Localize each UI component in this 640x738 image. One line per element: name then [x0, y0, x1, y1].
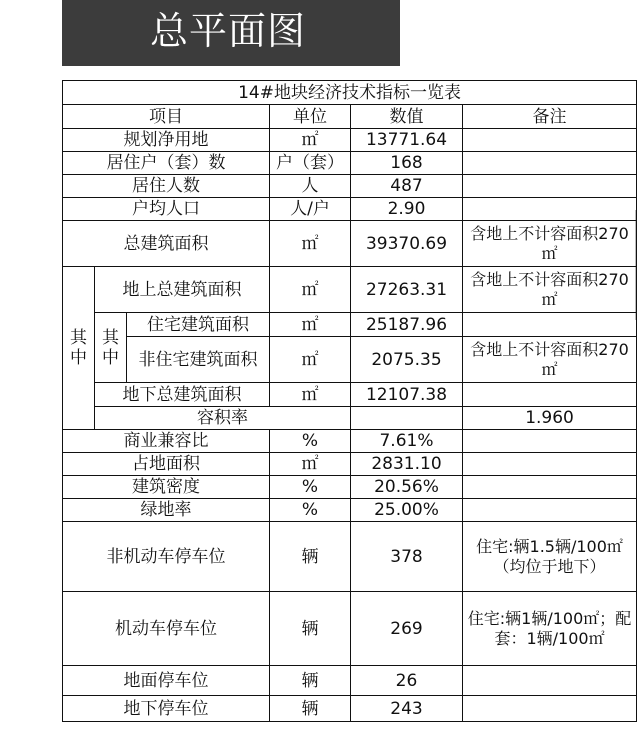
row-item: 商业兼容比	[63, 430, 270, 453]
row-unit: ㎡	[270, 267, 351, 313]
table-row	[63, 175, 637, 198]
row-value: 39370.69	[351, 221, 463, 267]
row-note: 住宅:辆1辆/100㎡；配套：1辆/100㎡	[463, 592, 637, 666]
header-row	[63, 105, 637, 129]
row-item: 容积率	[95, 407, 351, 430]
header-item: 项目	[63, 105, 270, 129]
row-value: 243	[351, 696, 463, 722]
table-row	[63, 499, 637, 522]
table-caption: 14#地块经济技术指标一览表	[63, 81, 637, 105]
row-value: 13771.64	[351, 129, 463, 152]
row-value: 378	[351, 522, 463, 592]
row-unit: ㎡	[270, 453, 351, 476]
table-row	[63, 383, 637, 407]
row-note: 含地上不计容面积270㎡	[463, 337, 637, 383]
row-item: 户均人口	[63, 198, 270, 221]
row-unit: %	[270, 476, 351, 499]
row-item: 地面停车位	[63, 666, 270, 696]
row-unit: ㎡	[270, 313, 351, 337]
row-unit: 户（套）	[270, 152, 351, 175]
row-value: 27263.31	[351, 267, 463, 313]
row-item: 总建筑面积	[63, 221, 270, 267]
indicators-table	[62, 80, 637, 722]
row-item: 绿地率	[63, 499, 270, 522]
row-item: 占地面积	[63, 453, 270, 476]
row-value: 487	[351, 175, 463, 198]
row-item: 地下停车位	[63, 696, 270, 722]
caption-row	[63, 81, 637, 105]
row-item: 地上总建筑面积	[95, 267, 270, 313]
row-item: 居住人数	[63, 175, 270, 198]
table-row	[63, 522, 637, 592]
table-row	[63, 666, 637, 696]
row-unit: %	[270, 499, 351, 522]
row-item: 规划净用地	[63, 129, 270, 152]
table-row	[63, 129, 637, 152]
row-item: 建筑密度	[63, 476, 270, 499]
row-note	[463, 430, 637, 453]
group-label-outer	[63, 267, 95, 430]
row-item: 非住宅建筑面积	[127, 337, 270, 383]
row-note	[463, 476, 637, 499]
table-row	[63, 337, 637, 383]
table-row	[63, 592, 637, 666]
row-note	[463, 383, 637, 407]
row-unit	[351, 407, 463, 430]
row-item: 非机动车停车位	[63, 522, 270, 592]
row-note	[463, 696, 637, 722]
row-unit: 辆	[270, 522, 351, 592]
row-value: 269	[351, 592, 463, 666]
table-row	[63, 221, 637, 267]
row-unit: ㎡	[270, 383, 351, 407]
table-row	[63, 267, 637, 313]
row-value: 2831.10	[351, 453, 463, 476]
row-item: 机动车停车位	[63, 592, 270, 666]
row-note: 含地上不计容面积270㎡	[463, 267, 637, 313]
table-row	[63, 407, 637, 430]
row-note: 含地上不计容面积270㎡	[463, 221, 637, 267]
row-value: 20.56%	[351, 476, 463, 499]
row-value: 2075.35	[351, 337, 463, 383]
group-label-outer-text: 其 中	[70, 328, 87, 368]
row-note	[463, 453, 637, 476]
row-value: 2.90	[351, 198, 463, 221]
row-note	[463, 313, 637, 337]
row-note	[463, 198, 637, 221]
row-item: 居住户（套）数	[63, 152, 270, 175]
row-unit: 辆	[270, 696, 351, 722]
table-row	[63, 453, 637, 476]
row-value: 168	[351, 152, 463, 175]
row-unit: ㎡	[270, 221, 351, 267]
row-value: 1.960	[463, 407, 637, 430]
header-unit: 单位	[270, 105, 351, 129]
header-note: 备注	[463, 105, 637, 129]
row-item: 地下总建筑面积	[95, 383, 270, 407]
row-unit: ㎡	[270, 337, 351, 383]
table-row	[63, 476, 637, 499]
table-row	[63, 696, 637, 722]
header-value: 数值	[351, 105, 463, 129]
table-row	[63, 152, 637, 175]
row-unit: 人	[270, 175, 351, 198]
page-title: 总平面图	[62, 0, 400, 66]
row-value: 7.61%	[351, 430, 463, 453]
row-item: 住宅建筑面积	[127, 313, 270, 337]
row-value: 25.00%	[351, 499, 463, 522]
table-row	[63, 313, 637, 337]
row-unit: %	[270, 430, 351, 453]
row-unit: 人/户	[270, 198, 351, 221]
group-label-inner-text: 其 中	[102, 327, 119, 368]
row-note	[463, 152, 637, 175]
table-row	[63, 430, 637, 453]
row-note	[463, 666, 637, 696]
row-value: 12107.38	[351, 383, 463, 407]
table-row	[63, 198, 637, 221]
row-note: 住宅:辆1.5辆/100㎡（均位于地下）	[463, 522, 637, 592]
row-value: 25187.96	[351, 313, 463, 337]
group-label-inner	[95, 313, 127, 383]
row-note	[463, 175, 637, 198]
row-unit: 辆	[270, 666, 351, 696]
row-note	[463, 129, 637, 152]
row-unit: 辆	[270, 592, 351, 666]
row-value: 26	[351, 666, 463, 696]
row-note	[463, 499, 637, 522]
row-unit: ㎡	[270, 129, 351, 152]
